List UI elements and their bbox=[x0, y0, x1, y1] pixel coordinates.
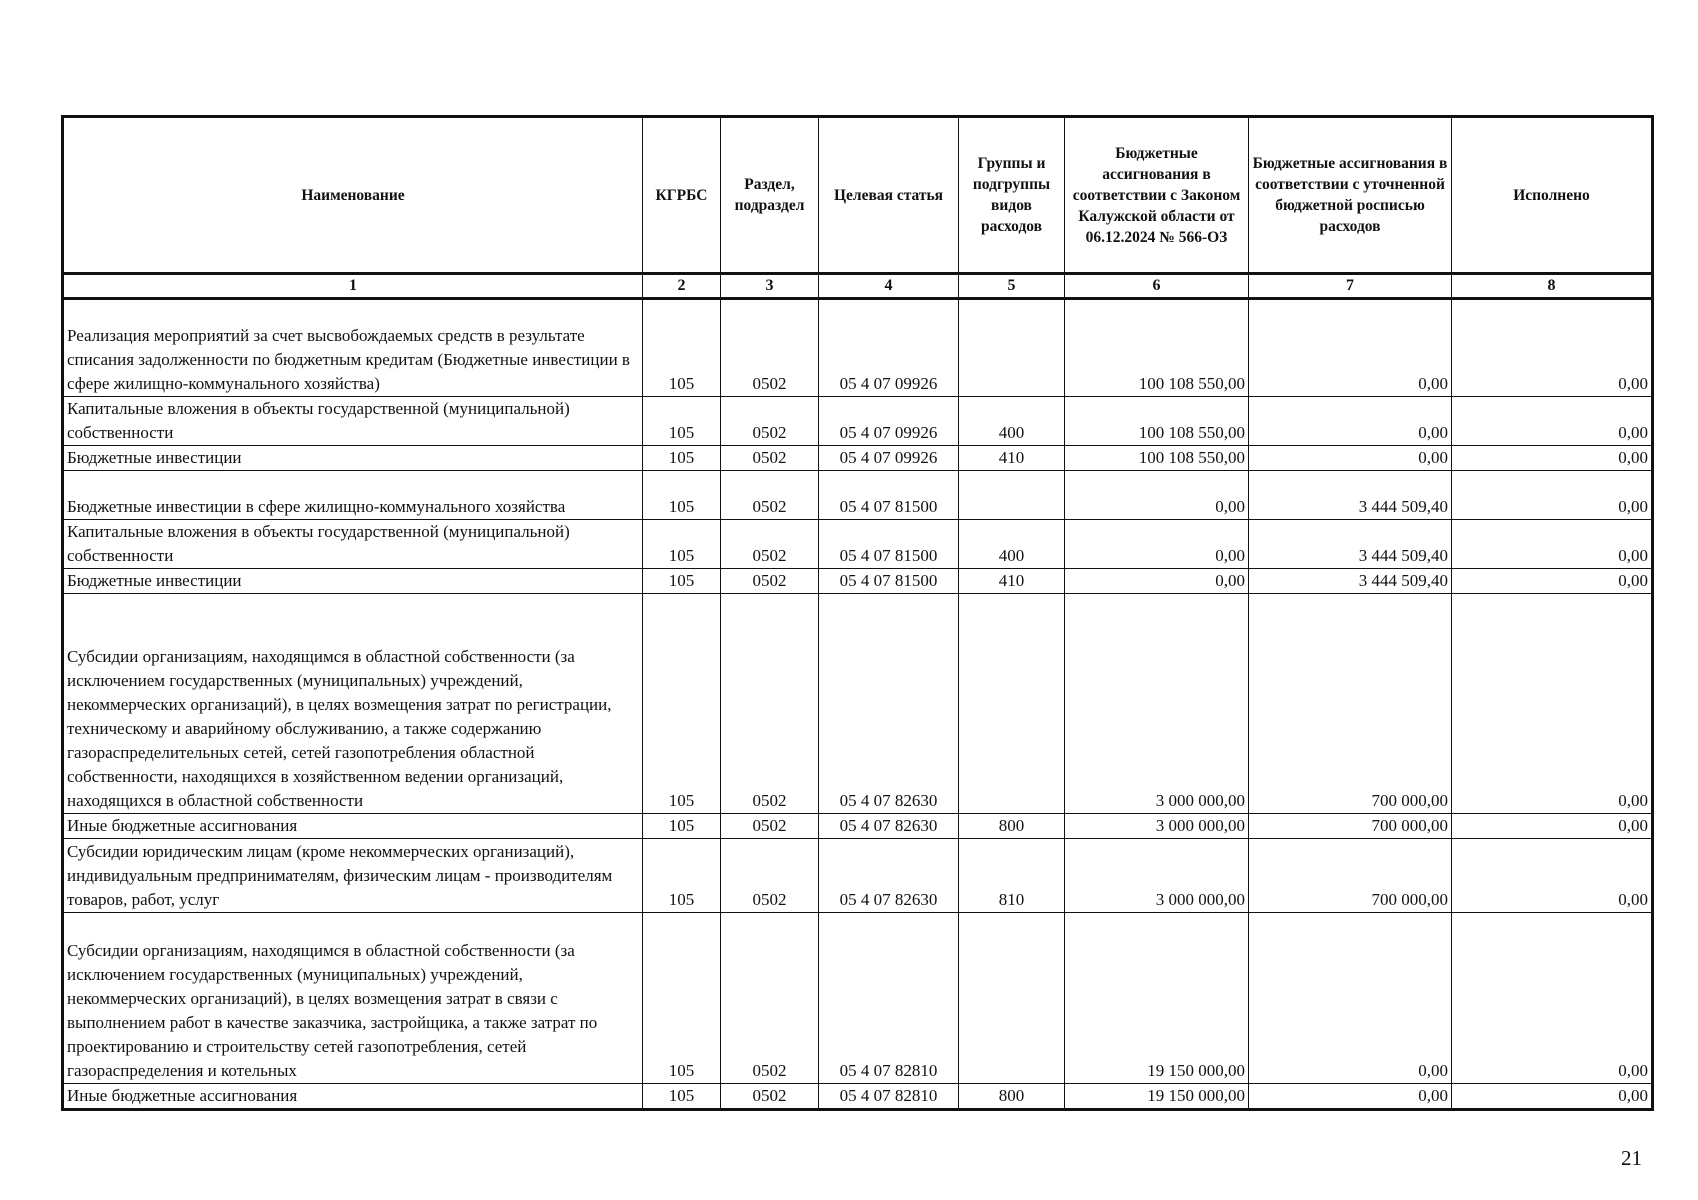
row-kgrbs: 105 bbox=[643, 594, 721, 814]
column-number: 6 bbox=[1065, 274, 1249, 299]
row-name: Субсидии организациям, находящимся в областной собственности (за исключением государственных (муниципальных) учреждений, некоммерческих организаций), в целях возмещения затрат по регистрации, техническому и аварийному обслуживанию, а также содержанию газораспределительных сетей, сетей газопотребления областной собственности, находящихся в хозяйственном ведении организаций, находящихся в областной собственности bbox=[63, 594, 643, 814]
table-row bbox=[63, 839, 1653, 913]
row-expense-group bbox=[959, 913, 1065, 1084]
table-row bbox=[63, 299, 1653, 397]
row-executed-amount: 0,00 bbox=[1452, 594, 1653, 814]
row-law-amount: 19 150 000,00 bbox=[1065, 1084, 1249, 1110]
column-number: 1 bbox=[63, 274, 643, 299]
row-name: Субсидии организациям, находящимся в областной собственности (за исключением государственных (муниципальных) учреждений, некоммерческих организаций), в целях возмещения затрат в связи с выполнением работ в качестве заказчика, застройщика, а также затрат по проектированию и строительству сетей газопотребления, сетей газораспределения и котельных bbox=[63, 913, 643, 1084]
row-law-amount: 0,00 bbox=[1065, 520, 1249, 569]
header-row bbox=[63, 117, 1653, 274]
row-law-amount: 3 000 000,00 bbox=[1065, 814, 1249, 839]
row-law-amount: 0,00 bbox=[1065, 569, 1249, 594]
row-law-amount: 0,00 bbox=[1065, 471, 1249, 520]
row-name: Капитальные вложения в объекты государственной (муниципальной) собственности bbox=[63, 520, 643, 569]
row-kgrbs: 105 bbox=[643, 839, 721, 913]
row-law-amount: 3 000 000,00 bbox=[1065, 839, 1249, 913]
row-refined-amount: 3 444 509,40 bbox=[1249, 569, 1452, 594]
header-refined-allocations: Бюджетные ассигнования в соответствии с уточненной бюджетной росписью расходов bbox=[1249, 117, 1452, 274]
row-law-amount: 3 000 000,00 bbox=[1065, 594, 1249, 814]
row-refined-amount: 700 000,00 bbox=[1249, 594, 1452, 814]
row-name: Капитальные вложения в объекты государственной (муниципальной) собственности bbox=[63, 397, 643, 446]
row-refined-amount: 0,00 bbox=[1249, 913, 1452, 1084]
row-law-amount: 100 108 550,00 bbox=[1065, 397, 1249, 446]
row-expense-group: 800 bbox=[959, 1084, 1065, 1110]
row-kgrbs: 105 bbox=[643, 569, 721, 594]
column-number: 4 bbox=[819, 274, 959, 299]
header-section: Раздел, подраздел bbox=[721, 117, 819, 274]
row-section: 0502 bbox=[721, 520, 819, 569]
row-expense-group bbox=[959, 299, 1065, 397]
row-kgrbs: 105 bbox=[643, 1084, 721, 1110]
row-name: Реализация мероприятий за счет высвобождаемых средств в результате списания задолженности по бюджетным кредитам (Бюджетные инвестиции в сфере жилищно-коммунального хозяйства) bbox=[63, 299, 643, 397]
column-number: 5 bbox=[959, 274, 1065, 299]
row-target-article: 05 4 07 09926 bbox=[819, 446, 959, 471]
row-executed-amount: 0,00 bbox=[1452, 913, 1653, 1084]
row-target-article: 05 4 07 82810 bbox=[819, 913, 959, 1084]
column-number: 2 bbox=[643, 274, 721, 299]
row-target-article: 05 4 07 82630 bbox=[819, 839, 959, 913]
page-number: 21 bbox=[1621, 1146, 1642, 1170]
row-section: 0502 bbox=[721, 1084, 819, 1110]
table-row bbox=[63, 520, 1653, 569]
row-section: 0502 bbox=[721, 839, 819, 913]
row-law-amount: 19 150 000,00 bbox=[1065, 913, 1249, 1084]
row-refined-amount: 3 444 509,40 bbox=[1249, 520, 1452, 569]
table-row bbox=[63, 814, 1653, 839]
row-kgrbs: 105 bbox=[643, 814, 721, 839]
row-executed-amount: 0,00 bbox=[1452, 569, 1653, 594]
row-executed-amount: 0,00 bbox=[1452, 839, 1653, 913]
row-expense-group: 410 bbox=[959, 569, 1065, 594]
header-name: Наименование bbox=[63, 117, 643, 274]
row-target-article: 05 4 07 82810 bbox=[819, 1084, 959, 1110]
row-expense-group: 400 bbox=[959, 520, 1065, 569]
row-section: 0502 bbox=[721, 397, 819, 446]
row-target-article: 05 4 07 82630 bbox=[819, 594, 959, 814]
row-executed-amount: 0,00 bbox=[1452, 446, 1653, 471]
table-row bbox=[63, 471, 1653, 520]
column-number: 8 bbox=[1452, 274, 1653, 299]
row-section: 0502 bbox=[721, 299, 819, 397]
row-law-amount: 100 108 550,00 bbox=[1065, 446, 1249, 471]
row-executed-amount: 0,00 bbox=[1452, 471, 1653, 520]
row-kgrbs: 105 bbox=[643, 471, 721, 520]
table-row bbox=[63, 446, 1653, 471]
table-row bbox=[63, 1084, 1653, 1110]
column-number-row bbox=[63, 274, 1653, 299]
budget-table bbox=[61, 115, 1654, 1111]
row-section: 0502 bbox=[721, 913, 819, 1084]
row-refined-amount: 0,00 bbox=[1249, 397, 1452, 446]
row-kgrbs: 105 bbox=[643, 397, 721, 446]
header-expense-groups: Группы и подгруппы видов расходов bbox=[959, 117, 1065, 274]
row-name: Бюджетные инвестиции в сфере жилищно-коммунального хозяйства bbox=[63, 471, 643, 520]
row-target-article: 05 4 07 81500 bbox=[819, 520, 959, 569]
row-section: 0502 bbox=[721, 814, 819, 839]
row-expense-group bbox=[959, 594, 1065, 814]
header-kgrbs: КГРБС bbox=[643, 117, 721, 274]
row-name: Бюджетные инвестиции bbox=[63, 569, 643, 594]
table-row bbox=[63, 397, 1653, 446]
row-target-article: 05 4 07 09926 bbox=[819, 299, 959, 397]
row-name: Иные бюджетные ассигнования bbox=[63, 1084, 643, 1110]
row-expense-group: 800 bbox=[959, 814, 1065, 839]
row-section: 0502 bbox=[721, 446, 819, 471]
row-kgrbs: 105 bbox=[643, 520, 721, 569]
row-section: 0502 bbox=[721, 594, 819, 814]
row-expense-group: 810 bbox=[959, 839, 1065, 913]
row-refined-amount: 0,00 bbox=[1249, 299, 1452, 397]
row-refined-amount: 700 000,00 bbox=[1249, 814, 1452, 839]
row-expense-group: 400 bbox=[959, 397, 1065, 446]
row-section: 0502 bbox=[721, 471, 819, 520]
header-law-allocations: Бюджетные ассигнования в соответствии с Законом Калужской области от 06.12.2024 № 566-ОЗ bbox=[1065, 117, 1249, 274]
row-kgrbs: 105 bbox=[643, 446, 721, 471]
row-executed-amount: 0,00 bbox=[1452, 1084, 1653, 1110]
row-section: 0502 bbox=[721, 569, 819, 594]
row-kgrbs: 105 bbox=[643, 299, 721, 397]
row-name: Иные бюджетные ассигнования bbox=[63, 814, 643, 839]
row-refined-amount: 3 444 509,40 bbox=[1249, 471, 1452, 520]
row-executed-amount: 0,00 bbox=[1452, 299, 1653, 397]
row-executed-amount: 0,00 bbox=[1452, 397, 1653, 446]
row-name: Бюджетные инвестиции bbox=[63, 446, 643, 471]
column-number: 7 bbox=[1249, 274, 1452, 299]
budget-document bbox=[61, 115, 1651, 1111]
row-expense-group bbox=[959, 471, 1065, 520]
header-target-article: Целевая статья bbox=[819, 117, 959, 274]
row-executed-amount: 0,00 bbox=[1452, 814, 1653, 839]
table-row bbox=[63, 913, 1653, 1084]
row-target-article: 05 4 07 09926 bbox=[819, 397, 959, 446]
row-target-article: 05 4 07 82630 bbox=[819, 814, 959, 839]
row-refined-amount: 0,00 bbox=[1249, 446, 1452, 471]
table-row bbox=[63, 569, 1653, 594]
row-kgrbs: 105 bbox=[643, 913, 721, 1084]
table-row bbox=[63, 594, 1653, 814]
column-number: 3 bbox=[721, 274, 819, 299]
row-executed-amount: 0,00 bbox=[1452, 520, 1653, 569]
row-name: Субсидии юридическим лицам (кроме некоммерческих организаций), индивидуальным предпринимателям, физическим лицам - производителям товаров, работ, услуг bbox=[63, 839, 643, 913]
row-target-article: 05 4 07 81500 bbox=[819, 471, 959, 520]
row-refined-amount: 0,00 bbox=[1249, 1084, 1452, 1110]
row-target-article: 05 4 07 81500 bbox=[819, 569, 959, 594]
row-law-amount: 100 108 550,00 bbox=[1065, 299, 1249, 397]
header-executed: Исполнено bbox=[1452, 117, 1653, 274]
row-expense-group: 410 bbox=[959, 446, 1065, 471]
row-refined-amount: 700 000,00 bbox=[1249, 839, 1452, 913]
